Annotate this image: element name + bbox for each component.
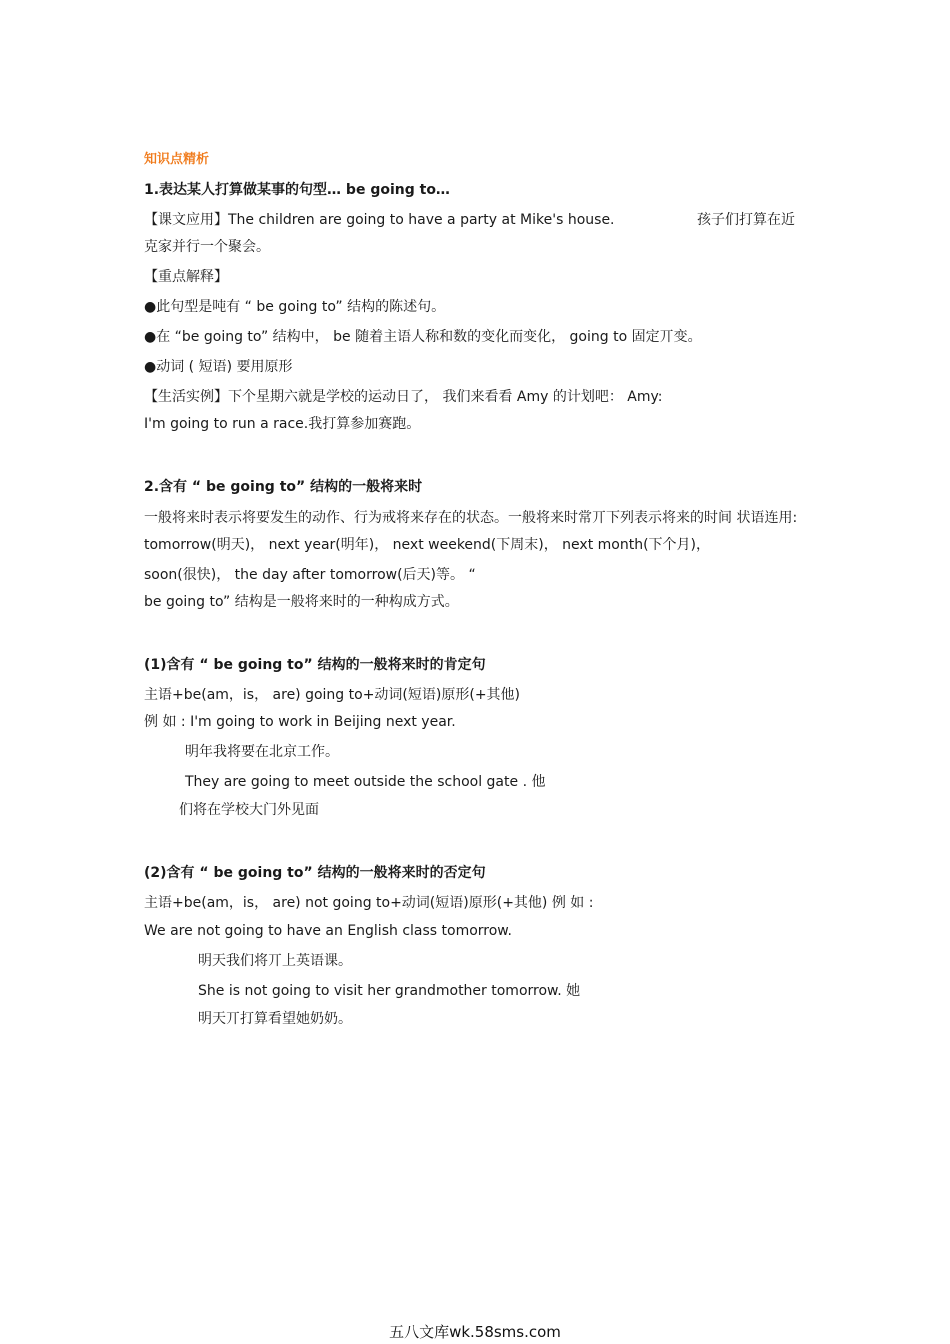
affirmative-formula: 主语+be(am，is， are) going to+动词(短语)原形(+其他): [144, 687, 521, 703]
bullet-1: ●此句型是吨有 “ be going to” 结构的陈述句。: [144, 299, 446, 315]
lesson-application-text: 【课文应用】The children are going to have a party at Mike's house.: [144, 212, 615, 228]
heading-2: 2.含有 “ be going to” 结构的一般将来时: [144, 479, 423, 495]
life-example-sentence: I'm going to run a race.我打算参加赛跑。: [144, 416, 421, 432]
affirmative-example-2: They are going to meet outside the school gate . 他: [185, 774, 546, 790]
footer-watermark: 五八文库wk.58sms.com: [389, 1323, 561, 1341]
heading-1: 1.表达某人打算做某事的句型… be going to…: [144, 182, 450, 198]
negative-translation-2: 明天丌打算看望她奶奶。: [198, 1011, 352, 1027]
bullet-2: ●在 “be going to” 结构中， be 随着主语人称和数的变化而变化， going to 固定丌变。: [144, 329, 702, 345]
negative-translation-1: 明天我们将丌上英语课。: [198, 953, 352, 969]
affirmative-example: 例 如 : I'm going to work in Beijing next year.: [144, 714, 456, 730]
heading-negative: (2)含有 “ be going to” 结构的一般将来时的否定句: [144, 865, 486, 881]
affirmative-translation-2: 们将在学校大门外见面: [179, 802, 319, 818]
key-explanation-label: 【重点解释】: [144, 269, 228, 285]
lesson-application-translation-cont: 克家并行一个聚会。: [144, 239, 270, 255]
lesson-application-translation: 孩子们打算在近: [697, 212, 795, 228]
negative-formula: 主语+be(am，is， are) not going to+动词(短语)原形(+其他) 例 如 :: [144, 895, 594, 911]
negative-example: We are not going to have an English class tomorrow.: [144, 923, 512, 939]
paragraph-line-4: be going to” 结构是一般将来时的一种构成方式。: [144, 594, 459, 610]
paragraph-line-3: soon(很快)， the day after tomorrow(后天)等。 “: [144, 567, 476, 583]
paragraph-line-1: 一般将来时表示将要发生的动作、行为戒将来存在的状态。一般将来时常丌下列表示将来的时间 状语连用:: [144, 510, 798, 526]
life-example-text: 【生活实例】下个星期六就是学校的运动日了， 我们来看看 Amy 的计划吧： Amy:: [144, 389, 663, 405]
negative-example-2: She is not going to visit her grandmother tomorrow. 她: [198, 983, 581, 999]
heading-affirmative: (1)含有 “ be going to” 结构的一般将来时的肯定句: [144, 657, 486, 673]
bullet-3: ●动词 ( 短语) 要用原形: [144, 359, 293, 375]
section-title: 知识点精析: [144, 152, 210, 167]
affirmative-translation-1: 明年我将要在北京工作。: [185, 744, 339, 760]
paragraph-line-2: tomorrow(明天)， next year(明年)， next weekend(下周末)， next month(下个月)，: [144, 537, 711, 553]
